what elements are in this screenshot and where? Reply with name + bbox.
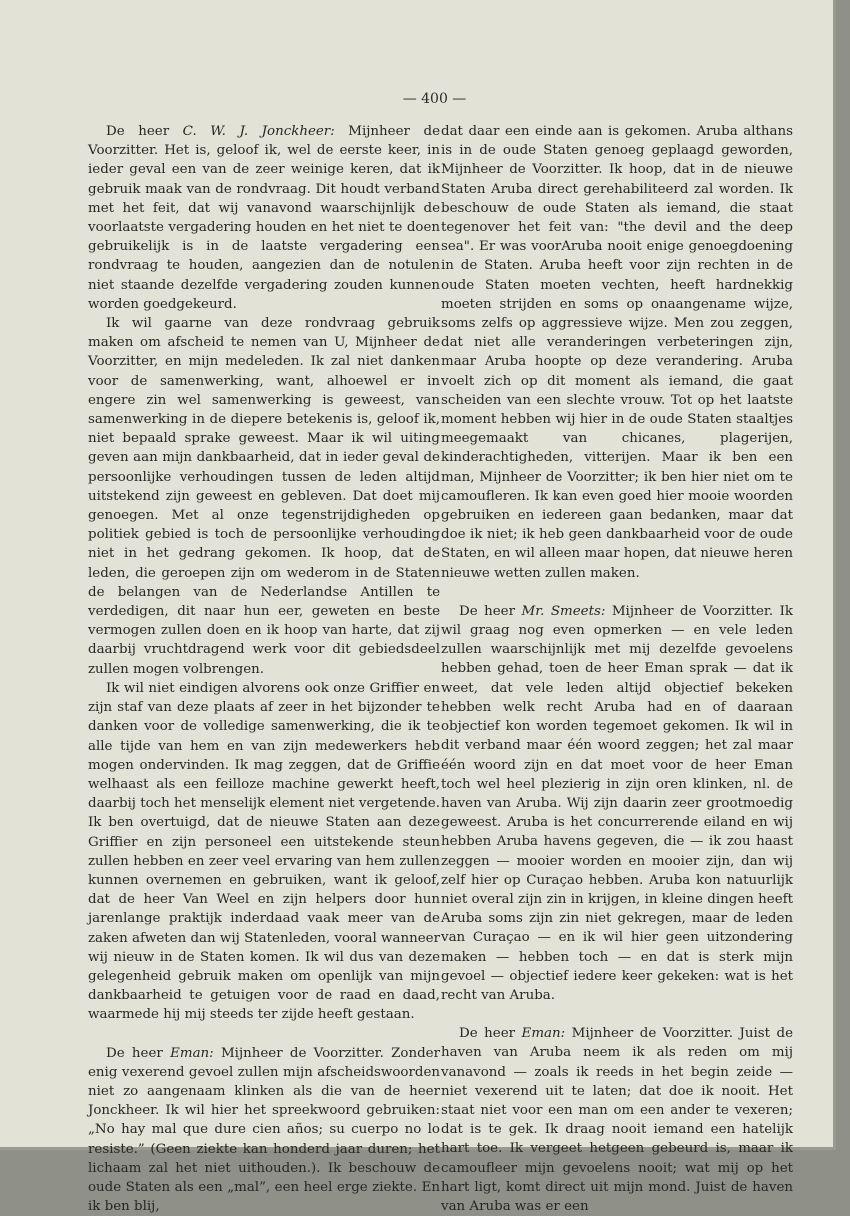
speaker-lead: De heer — [459, 603, 522, 619]
speaker-lead: De heer — [459, 1026, 522, 1042]
paragraph-jonckheer-griffier: Ik wil niet eindigen alvorens ook onze Griffier en zijn staf van deze plaats af zeer in het bijzonder te danken voor de volledige samenwerking, die ik te alle tijde van hem en van zijn medewerkers heb mogen ondervinden. Ik mag zeggen, dat de Griffie welhaast als een feilloze machine gewerkt heeft, daarbij toch het menselijk element niet vergetende. Ik ben overtuigd, dat de nieuwe Staten aan deze Griffier en zijn personeel een uitstekende steun zullen hebben en zeer veel ervaring van hem zullen kunnen overnemen en gebruiken, want ik geloof, dat de heer Van Weel en zijn helpers door hun jarenlange praktijk inderdaad vaak meer van de zaken afweten dan wij Statenleden, vooral wanneer wij nieuw in de Staten komen. Ik wil dus van deze gelegenheid gebruik maken om openlijk van mijn dankbaarheid te getuigen voor de raad en daad, waarmede hij mij steeds ter zijde heeft gestaan. — [88, 680, 440, 1023]
paragraph-jonckheer-farewell: Ik wil gaarne van deze rondvraag gebruik maken om afscheid te nemen van U, Mijnheer de Voorzitter, en mijn medeleden. Ik zal niet danken voor de samenwerking, want, alhoewel er in engere zin wel samenwerking is geweest, van samenwerking in de diepere betekenis is, geloof ik, niet bepaald sprake geweest. Maar ik wil uiting geven aan mijn dankbaarheid, dat in ieder geval de persoonlijke verhoudingen tussen de leden altijd uitstekend zijn geweest en gebleven. Dat doet mij genoegen. Met al onze tegenstrijdigheden op politiek gebied is toch de persoonlijke verhouding niet in het gedrang gekomen. Ik hoop, dat de leden, die geroepen zijn om wederom in de Staten de belangen van de Nederlandse Antillen te verdedigen, dit naar hun eer, geweten en beste vermogen zullen doen en ik hoop van harte, dat zij daarbij vruchtdragend werk voor dit gebiedsdeel zullen mogen volbrengen. — [88, 316, 440, 677]
speaker-name: C. W. J. Jonckheer: — [182, 124, 335, 139]
paragraph-smeets — [441, 602, 793, 1005]
speaker-name: Mr. Smeets: — [521, 603, 606, 619]
speaker-name: Eman: — [170, 1045, 214, 1061]
right-column — [441, 122, 793, 1216]
paragraph-text: Mijnheer de Voorzitter. Het is, geloof ik, wel de eerste keer, in ieder geval een van de zeer weinige keren, dat ik gebruik maak van de rondvraag. Dit houdt verband met het feit, dat wij vanavond waarschijnlijk de voorlaatste vergadering houden en het niet te doen gebruikelijk is in de laatste vergadering een rondvraag te houden, aangezien dan de notulen niet staande dezelfde vergadering zouden kunnen worden goedgekeurd. — [88, 124, 440, 312]
paragraph-jonckheer-intro — [88, 122, 440, 314]
paragraph-eman-1 — [88, 1044, 440, 1216]
speaker-lead: De heer — [106, 1045, 171, 1061]
speaker-lead: De heer — [106, 124, 183, 139]
page-number: — 400 — — [402, 91, 467, 107]
paragraph-text: Mijnheer de Voorzitter. Juist de haven van Aruba neem ik als reden om mij vanavond — zoals ik reeds in het begin zeide — niet vexerend uit te laten; dat doe ik nooit. Het staat niet voor een man om een ander te vexeren; dat is te gek. Ik draag nooit iemand een hatelijk hart toe. Ik vergeet hetgeen gebeurd is, maar ik camoufleer mijn gevoelens nooit; wat mij op het hart ligt, komt direct uit mijn mond. Juist de haven van Aruba was er een — [441, 1026, 793, 1214]
speaker-name: Eman: — [521, 1026, 566, 1042]
paragraph-eman-continued: dat daar een einde aan is gekomen. Aruba althans is in de oude Staten genoeg geplaagd geworden, Mijnheer de Voorzitter. Ik hoop, dat in de nieuwe Staten Aruba direct gerehabiliteerd zal worden. Ik beschouw de oude Staten als iemand, die staat tegenover het feit van: "the devil and the deep sea". Er was voorAruba nooit enige genoegdoening in de Staten. Aruba heeft voor zijn rechten in de oude Staten moeten vechten, heeft hardnekkig moeten strijden en soms op onaangename wijze, soms zelfs op aggressieve wijze. Men zou zeggen, dat niet alle veranderingen verbeteringen zijn, maar Aruba hoopte op deze verandering. Aruba voelt zich op dit moment als iemand, die gaat scheiden van een slechte vrouw. Tot op het laatste moment hebben wij hier in de oude Staten staaltjes meegemaakt van chicanes, plagerijen, kinderachtigheden, vitterijen. Maar ik ben een man, Mijnheer de Voorzitter; ik ben hier niet om te camoufleren. Ik kan even goed hier mooie woorden gebruiken en iedereen gaan bedanken, maar dat doe ik niet; ik heb geen dankbaarheid voor de oude Staten, en wil alleen maar hopen, dat nieuwe heren nieuwe wetten zullen maken. — [441, 124, 793, 581]
paragraph-text: Mijnheer de Voorzitter. Ik wil graag nog even opmerken — en vele leden zullen waarschijnlijk met mij dezelfde gevoelens hebben gehad, toen de heer Eman sprak — dat ik weet, dat vele leden altijd objectief bekeken hebben welk recht Aruba had en of daaraan objectief kon worden tegemoet gekomen. Ik wil in dit verband maar één woord zeggen; het zal maar één woord zijn en dat moet voor de heer Eman toch wel heel plezierig in zijn oren klinken, nl. de haven van Aruba. Wij zijn daarin zeer grootmoedig geweest. Aruba is het concurrerende eiland en wij hebben Aruba havens gegeven, die — ik zou haast zeggen — mooier worden en mooier zijn, dan wij zelf hier op Curaçao hebben. Aruba kon natuurlijk niet overal zijn zin in krijgen, in kleine dingen heeft Aruba soms zijn zin niet gekregen, maar de leden van Curaçao — en ik wil hier geen uitzondering maken — hebben toch — en dat is sterk mijn gevoel — objectief iedere keer gekeken: wat is het recht van Aruba. — [441, 603, 793, 1003]
left-column — [88, 122, 440, 1216]
paragraph-eman-2 — [441, 1024, 793, 1216]
paragraph-text: Mijnheer de Voorzitter. Zonder enig vexerend gevoel zullen mijn afscheidswoorden niet zo aangenaam klinken als die van de heer Jonckheer. Ik wil hier het spreekwoord gebruiken: „No hay mal que dure cien años; su cuerpo no lo resiste.” (Geen ziekte kan honderd jaar duren; het lichaam zal het niet uithouden.). Ik beschouw de oude Staten als een „mal”, een heel erge ziekte. En ik ben blij, — [88, 1045, 440, 1215]
